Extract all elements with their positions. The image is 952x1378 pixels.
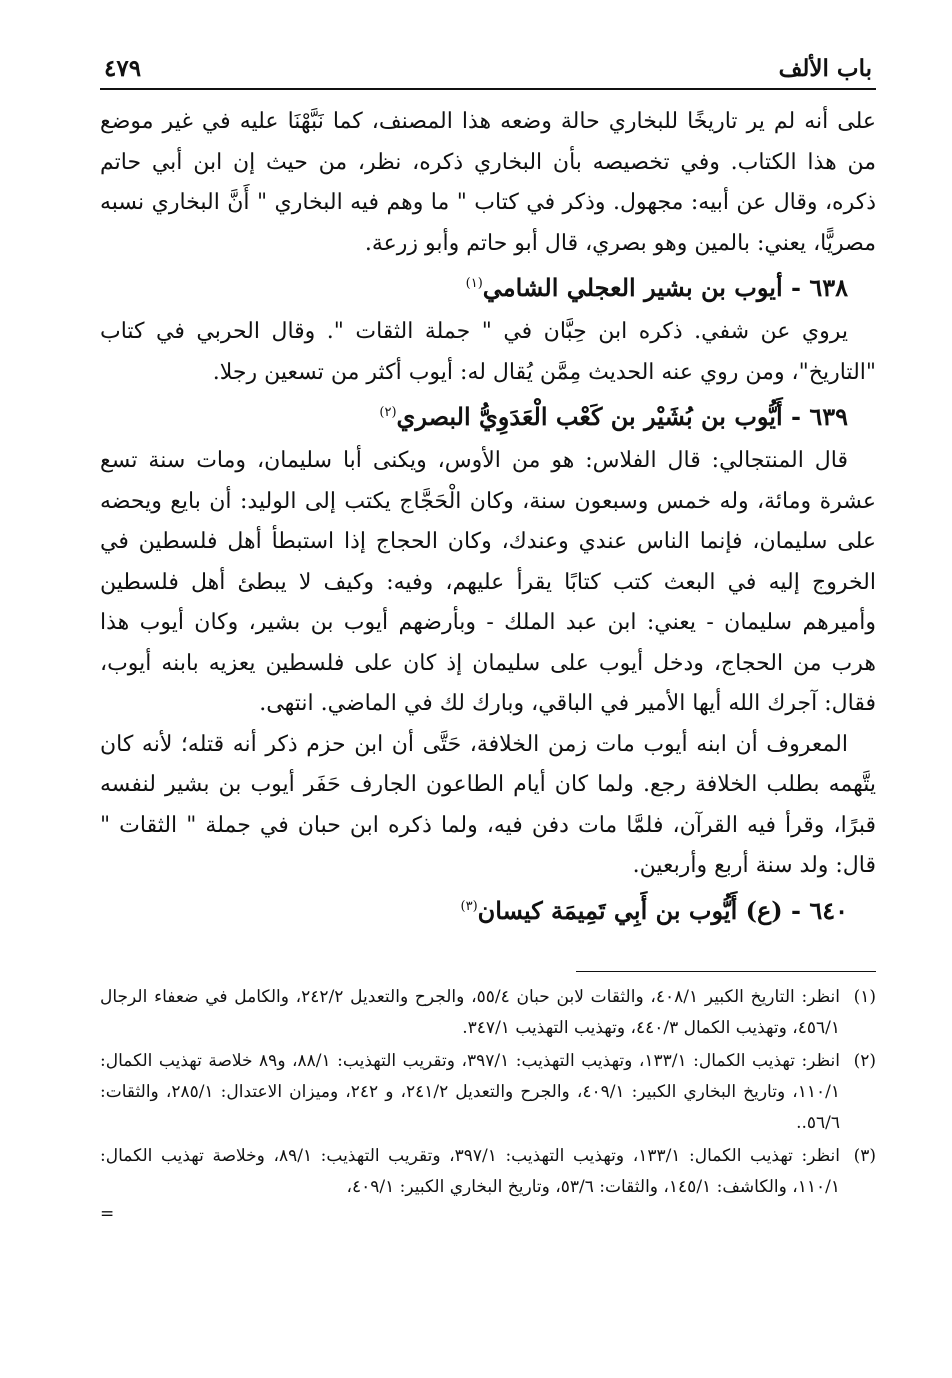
footnote-ref-1: (١) [465, 276, 483, 291]
paragraph-continuation: على أنه لم ير تاريخًا للبخاري حالة وضعه هذا المصنف، كما نَبَّهْنَا عليه في غير موضع من هذا الكتاب. وفي تخصيصه بأن البخاري ذكره، نظر، من حيث إن ابن أبي حاتم ذكره، وقال عن أبيه: مجهول. وذكر في كتاب " ما وهم فيه البخاري " أَنَّ البخاري نسبه مصريًّا، يعني: بالمين وهو بصري، قال أبو حاتم وأبو زرعة. [100, 109, 876, 256]
entry-heading-638 [100, 266, 848, 310]
paragraph-entry-639-note: المعروف أن ابنه أيوب مات زمن الخلافة، حَتَّى أن ابن حزم ذكر أنه قتله؛ لأنه كان يتَّهمه بطلب الخلافة رجع. ولما كان أيام الطاعون الجارف حَفَر أيوب بن بشير لنفسه قبرًا، وقرأ فيه القرآن، فلمَّا مات دفن فيه، ولما ذكره ابن حبان في جملة " الثقات " قال: ولد سنة أربع وأربعين. [100, 731, 876, 878]
main-text [100, 102, 876, 933]
footnote-number: (١) [853, 986, 876, 1007]
footnote-3 [100, 1141, 876, 1203]
entry-title-639: ٦٣٩ - أَيُّوب بن بُشَيْر بن كَعْب الْعَدَوِيُّ البصري [396, 402, 848, 431]
paragraph-entry-639: قال المنتجالي: قال الفلاس: هو من الأوس، ويكنى أبا سليمان، ومات سنة تسع عشرة ومائة، وله خمس وسبعون سنة، وكان الْحَجَّاج يكتب إلى الوليد: أن بايع ويحضه على سليمان، فإنما الناس عندي وعندك، وكان الحجاج إذا استبطأ أهل فلسطين في الخروج إليه في البعث كتب كتابًا يقرأ عليهم، وفيه: وكيف لا يبطئ أهل فلسطين وأميرهم سليمان - يعني: ابن عبد الملك - وبأرضهم أيوب بن بشير، وكان أيوب هذا هرب من الحجاج، ودخل أيوب على سليمان إذ كان على فلسطين يعزيه بابنه أيوب، فقال: آجرك الله أيها الأمير في الباقي، وبارك لك في الماضي. انتهى. [100, 448, 876, 716]
entry-heading-640 [100, 889, 848, 933]
entry-title-638: ٦٣٨ - أيوب بن بشير العجلي الشامي [482, 273, 848, 302]
footnote-divider [576, 971, 876, 972]
running-head [100, 48, 876, 90]
page-number: ٤٧٩ [104, 55, 142, 82]
footnote-continuation-mark: = [100, 1203, 115, 1224]
chapter-title: باب الألف [778, 55, 872, 82]
footnote-1 [100, 982, 876, 1044]
footnote-text: انظر: تهذيب الكمال: ١٣٣/١، وتهذيب التهذيب: ٣٩٧/١، وتقريب التهذيب: ٨٨/١، و٨٩ خلاصة تهذيب الكمال: ١١٠/١، وتاريخ البخاري الكبير: ٤٠٩/١، والجرح والتعديل ٢٤١/٢، و ٢٤٢، وميزان الاعتدال: ٢٨٥/١، والثقات: ٥٦/٦.. [100, 1050, 840, 1133]
footnote-ref-2: (٢) [379, 405, 397, 420]
footnote-2 [100, 1046, 876, 1139]
footnote-text: انظر: تهذيب الكمال: ١٣٣/١، وتهذيب التهذيب: ٣٩٧/١، وتقريب التهذيب: ٨٩/١، وخلاصة تهذيب الكمال: ١١٠/١، والكاشف: ١٤٥/١، والثقات: ٥٣/٦، وتاريخ البخاري الكبير: ٤٠٩/١، [100, 1145, 840, 1197]
footnote-ref-3: (٣) [460, 898, 478, 914]
entry-heading-639 [100, 395, 848, 439]
footnote-number: (٣) [853, 1145, 876, 1166]
paragraph-entry-638: يروي عن شفي. ذكره ابن حِبَّان في " جملة الثقات ". وقال الحربي في كتاب "التاريخ"، ومن روي عنه الحديث مِمَّن يُقال له: أيوب أكثر من تسعين رجلا. [100, 319, 876, 385]
document-page [100, 48, 876, 1223]
footnotes [100, 982, 876, 1223]
footnote-text: انظر: التاريخ الكبير ٤٠٨/١، والثقات لابن حبان ٥٥/٤، والجرح والتعديل ٢٤٢/٢، والكامل في ضعفاء الرجال ٤٥٦/١، وتهذيب الكمال ٤٤٠/٣، وتهذيب التهذيب ٣٤٧/١. [100, 986, 840, 1038]
footnote-number: (٢) [853, 1050, 876, 1071]
entry-title-640: ٦٤٠ - (ع) أَيُّوب بن أَبِي تَمِيمَة كيسان [477, 895, 848, 925]
